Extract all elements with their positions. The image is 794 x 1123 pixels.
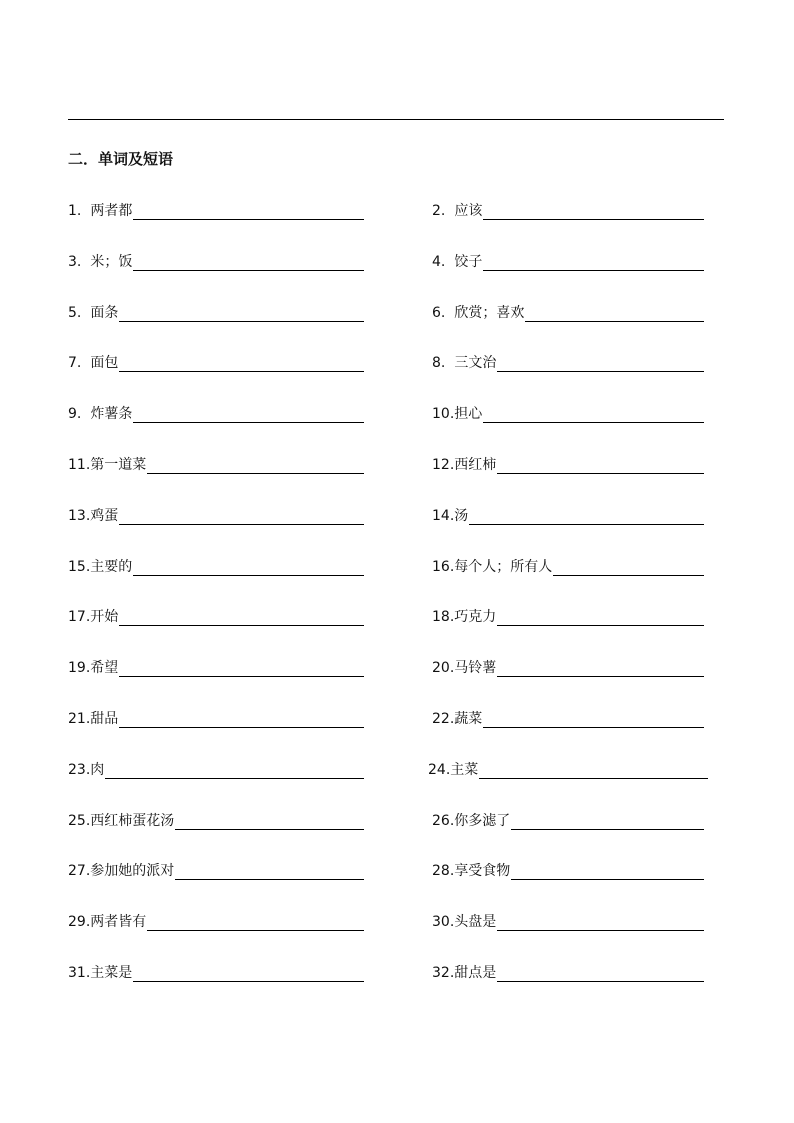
item-prompt-text: 主菜是 [90,965,133,981]
item-number: 25. [68,812,91,829]
item-prompt-text: 参加她的派对 [90,863,175,880]
vocab-prompt [68,455,147,475]
vocab-prompt [68,404,133,424]
vocab-item [428,760,708,780]
vocab-prompt [432,252,483,272]
item-prompt-text: 面条 [90,304,119,321]
vocab-item [68,303,364,323]
vocab-item [68,404,364,424]
vocab-prompt [432,861,511,881]
vocab-prompt [432,912,497,932]
vocab-prompt [432,201,483,221]
vocab-prompt [432,404,483,424]
vocab-item [68,506,364,526]
vocab-prompt [68,963,133,983]
item-number: 10. [432,406,455,423]
item-number: 24. [428,761,451,778]
header-rule [68,119,724,120]
item-number: 4. [432,253,446,270]
vocab-item [432,455,704,475]
item-number: 29. [68,914,91,931]
item-prompt-text: 享受食物 [454,863,511,880]
item-prompt-text: 两者皆有 [90,914,147,931]
vocab-prompt [432,353,497,373]
vocab-prompt [432,607,497,627]
vocab-item [432,912,704,932]
vocab-item [432,607,704,627]
item-number: 16. [432,558,455,575]
vocab-prompt [68,811,175,831]
item-number: 22. [432,711,455,727]
item-prompt-text: 鸡蛋 [90,507,119,524]
vocab-item [68,353,364,373]
vocab-item [68,709,364,729]
item-prompt-text: 主菜 [450,761,479,778]
item-prompt-text: 主要的 [90,558,133,575]
vocab-item [68,963,364,983]
item-prompt-text: 西红柿 [454,457,497,473]
vocab-item [68,455,364,475]
vocab-item [432,506,704,526]
item-number: 17. [68,609,91,626]
item-number: 28. [432,863,455,880]
item-number: 32. [432,965,455,981]
item-prompt-text: 西红柿蛋花汤 [90,812,175,829]
item-number: 9. [68,406,82,423]
item-number: 15. [68,558,91,575]
item-number: 14. [432,507,455,524]
vocab-item [432,252,704,272]
item-prompt-text: 两者都 [90,203,133,219]
item-number: 11. [68,457,91,473]
section-title: 二．单词及短语 [68,150,174,168]
vocab-item [68,252,364,272]
vocab-prompt [68,353,119,373]
vocab-item [432,811,704,831]
vocab-item [432,963,704,983]
item-prompt-text: 马铃薯 [454,660,497,677]
vocab-prompt [432,506,469,526]
vocab-prompt [68,607,119,627]
item-number: 21. [68,711,91,727]
vocab-item [68,607,364,627]
item-number: 13. [68,507,91,524]
item-prompt-text: 第一道菜 [90,457,147,473]
item-number: 23. [68,761,91,778]
vocab-item [432,709,704,729]
vocab-prompt [68,252,133,272]
vocab-item [68,658,364,678]
item-number: 31. [68,965,91,981]
vocab-prompt [432,455,497,475]
item-prompt-text: 欣赏；喜欢 [454,304,525,321]
vocab-item [432,303,704,323]
item-number: 18. [432,609,455,626]
answer-blank-line[interactable] [68,778,364,779]
item-number: 12. [432,457,455,473]
item-number: 5. [68,304,82,321]
item-prompt-text: 三文治 [454,355,497,372]
vocab-prompt [428,760,479,780]
vocab-prompt [68,760,105,780]
vocab-prompt [68,201,133,221]
item-number: 30. [432,914,455,931]
vocab-item [432,557,704,577]
vocab-prompt [432,811,511,831]
vocab-prompt [432,709,483,729]
item-prompt-text: 米；饭 [90,253,133,270]
item-number: 3. [68,253,82,270]
item-prompt-text: 炸薯条 [90,406,133,423]
item-prompt-text: 希望 [90,660,119,677]
item-prompt-text: 肉 [90,761,105,778]
vocab-prompt [432,658,497,678]
vocab-prompt [68,709,119,729]
vocab-prompt [68,912,147,932]
item-number: 20. [432,660,455,677]
vocab-prompt [68,557,133,577]
item-number: 27. [68,863,91,880]
item-prompt-text: 你多滤了 [454,812,511,829]
item-prompt-text: 面包 [90,355,119,372]
vocab-prompt [68,861,175,881]
vocab-item [68,861,364,881]
item-prompt-text: 蔬菜 [454,711,483,727]
vocab-prompt [68,303,119,323]
vocab-item [68,201,364,221]
vocab-prompt [432,557,553,577]
item-prompt-text: 头盘是 [454,914,497,931]
item-number: 7. [68,355,82,372]
vocab-item [68,557,364,577]
item-prompt-text: 每个人；所有人 [454,558,553,575]
item-prompt-text: 开始 [90,609,119,626]
item-number: 2. [432,203,446,219]
item-prompt-text: 甜点是 [454,965,497,981]
vocab-item [432,201,704,221]
item-prompt-text: 甜品 [90,711,119,727]
item-number: 8. [432,355,446,372]
item-prompt-text: 巧克力 [454,609,497,626]
vocab-prompt [432,303,525,323]
vocab-item [432,658,704,678]
item-prompt-text: 应该 [454,203,483,219]
vocab-prompt [68,506,119,526]
item-prompt-text: 饺子 [454,253,483,270]
item-number: 19. [68,660,91,677]
item-number: 6. [432,304,446,321]
item-number: 1. [68,203,82,219]
answer-blank-line[interactable] [432,524,704,525]
item-prompt-text: 汤 [454,507,469,524]
vocab-item [68,760,364,780]
vocab-item [68,811,364,831]
vocab-item [432,861,704,881]
vocab-item [68,912,364,932]
vocab-prompt [68,658,119,678]
vocab-prompt [432,963,497,983]
item-number: 26. [432,812,455,829]
item-prompt-text: 担心 [454,406,483,423]
vocab-item [432,353,704,373]
vocab-item [432,404,704,424]
